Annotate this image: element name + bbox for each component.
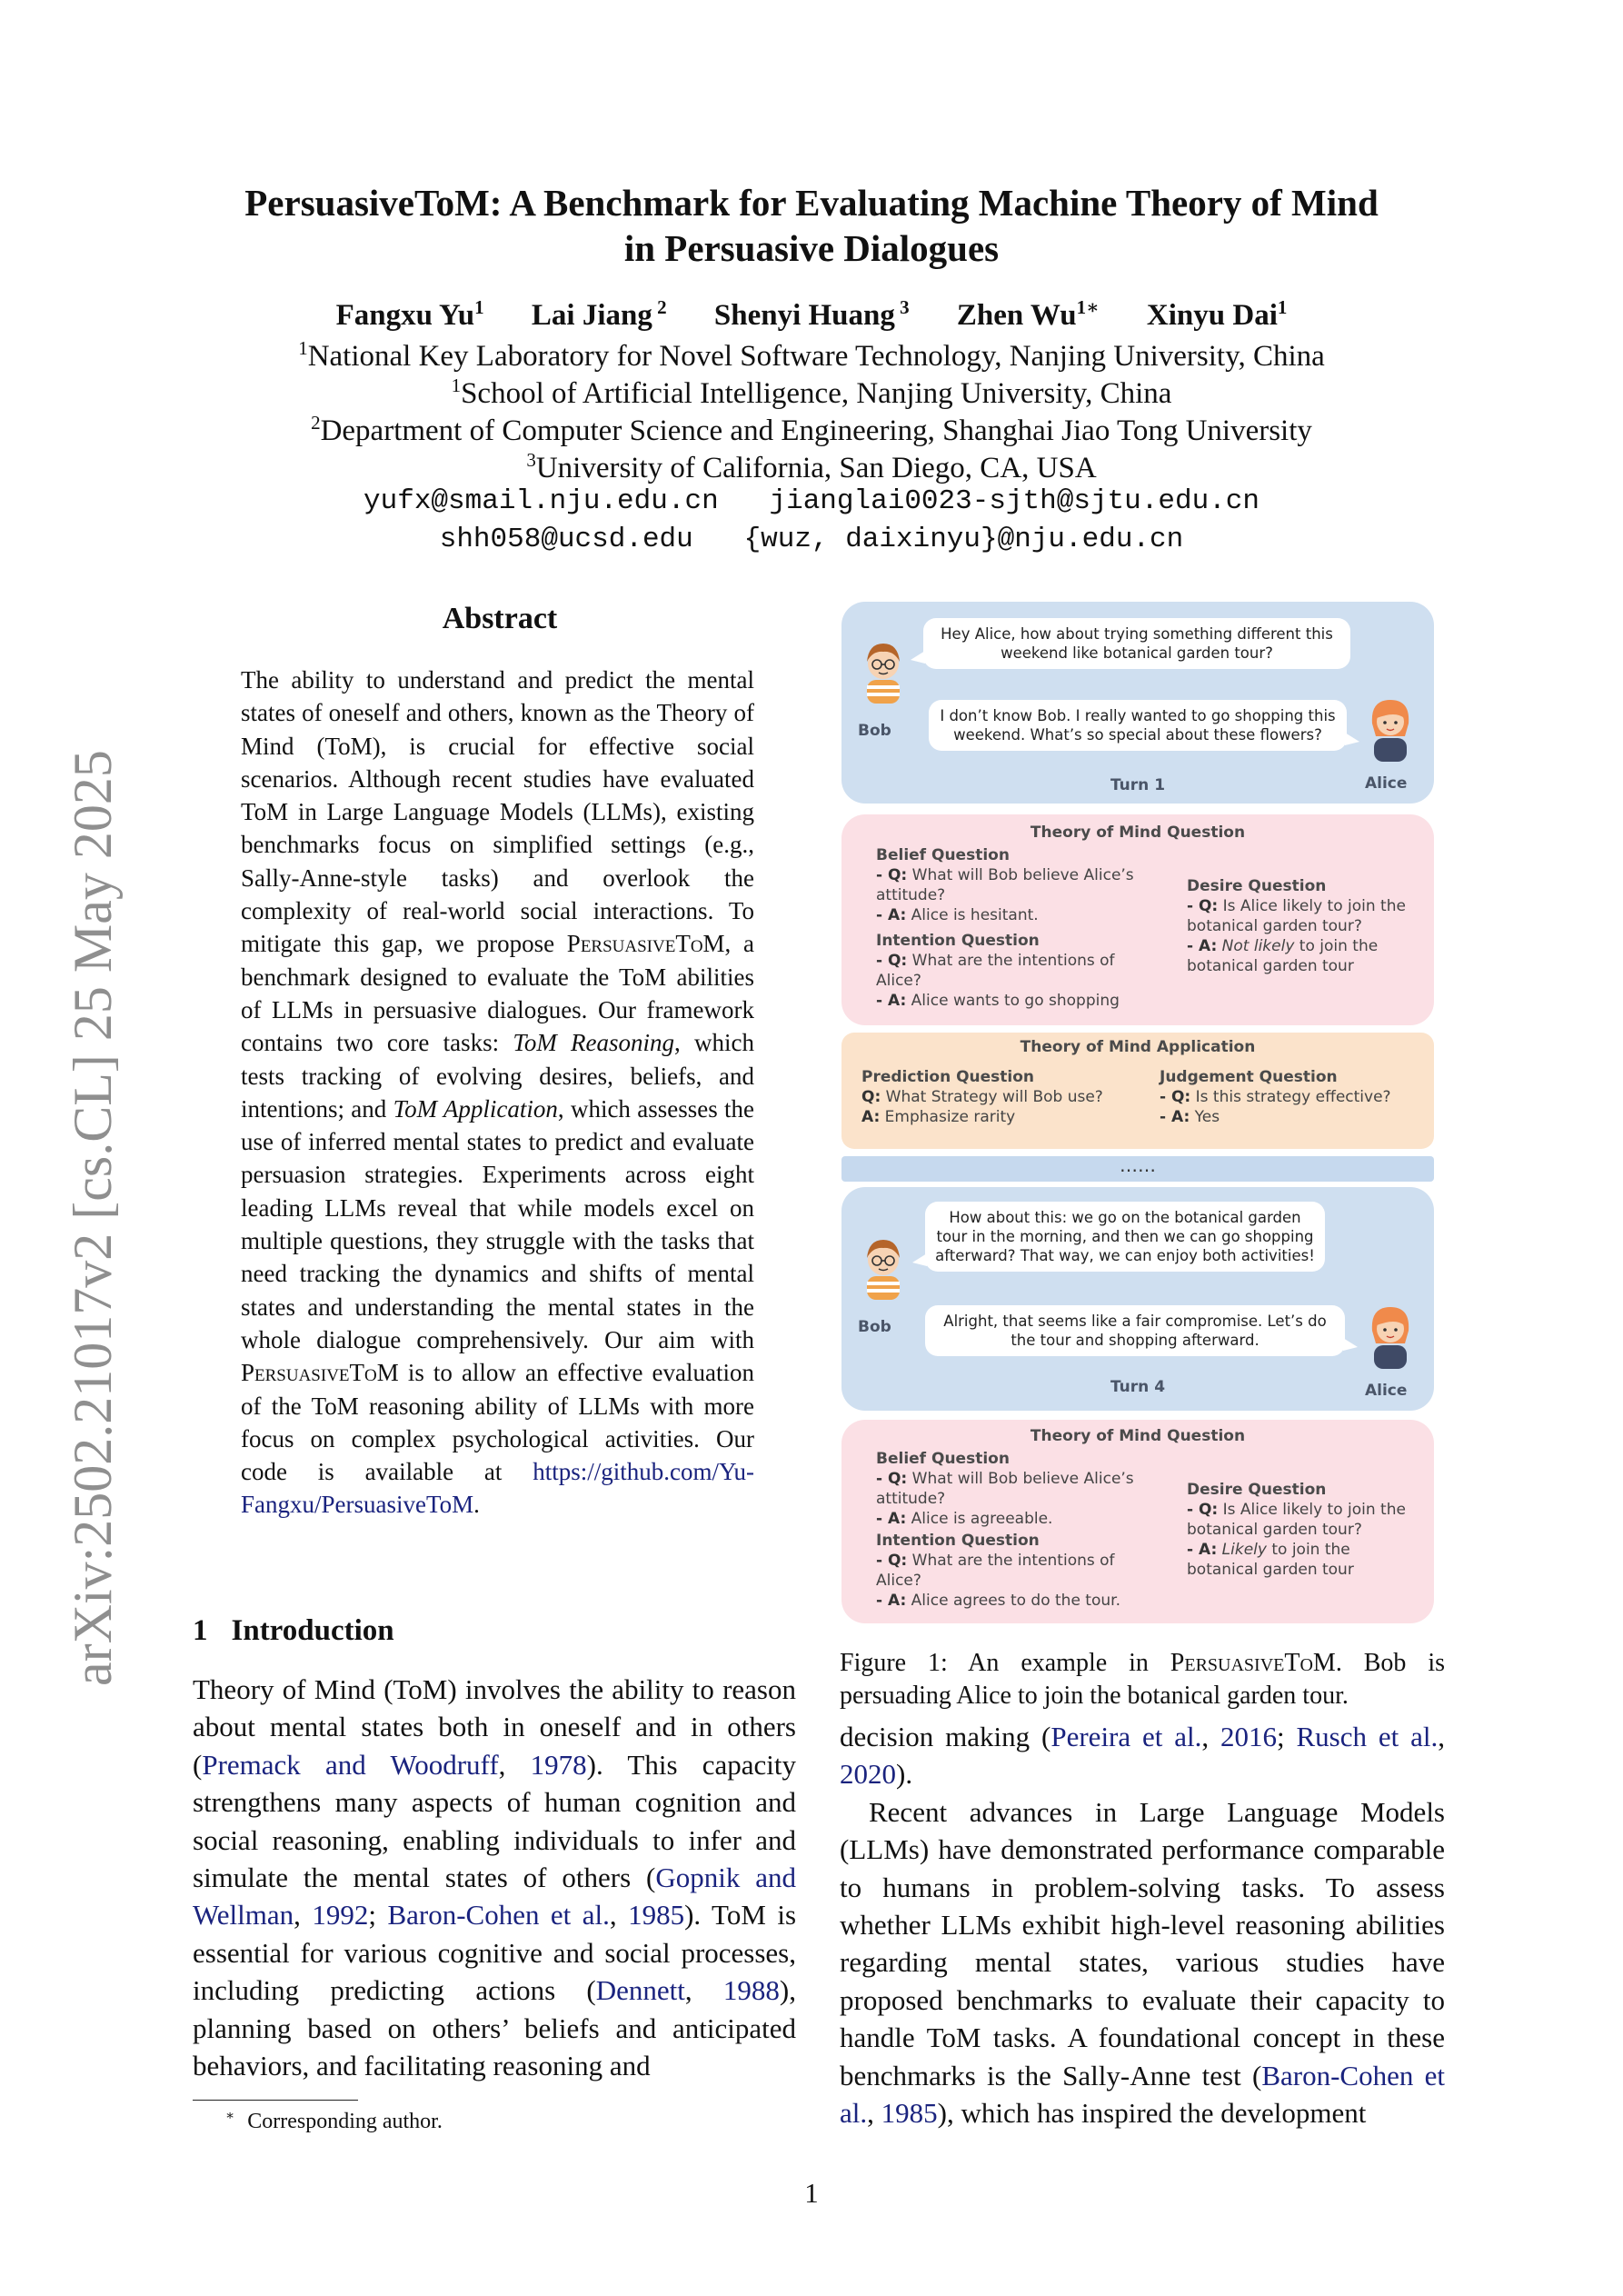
paragraph: Recent advances in Large Language Models (LLMs) have demonstrated performance comparable to humans in problem-solving tasks. To assess whether LLMs exhibit high-level reasoning abilities regarding mental states, various studies have proposed benchmarks to evaluate their capacity to handle ToM tasks. A foundational concept in these benchmarks is the Sally-Anne test (Baron-Cohen et al., 1985), which has inspired the development — [840, 1795, 1446, 2130]
figure-1 — [841, 602, 1434, 1623]
speaker-label-bob: Bob — [858, 722, 891, 740]
abstract-body: The ability to understand and predict the mental states of oneself and others, known as the Theory of Mind (ToM), is crucial for effective social scenarios. Although recent studies have evaluated ToM in Large Language Models (LLMs), existing benchmarks focus on simplified settings (e.g., Sally-Anne-style tasks) and overlook the complexity of real-world social interactions. To mitigate this gap, we propose PersuasiveToM, a benchmark designed to evaluate the ToM abilities of LLMs in persuasive dialogues. Our framework contains two core tasks: ToM Reasoning, which tests tracking of evolving desires, beliefs, and intentions; and ToM Application, which assesses the use of inferred mental states to predict and evaluate persuasion strategies. Experiments across eight leading LLMs reveal that while models excel on multiple questions, they struggle with the tasks that need tracking the dynamics and shifts of mental states and understanding the mental states in the whole dialogue comprehensively. Our aim with PersuasiveToM is to allow an effective evaluation of the ToM reasoning ability of LLMs with more focus on complex psychological activities. Our code is available at https://github.com/Yu-Fangxu/PersuasiveToM. — [241, 666, 755, 1519]
footnote-divider — [193, 2100, 358, 2101]
panel-title: Theory of Mind Question — [1030, 1427, 1246, 1445]
author: Shenyi Huang $^3$ — [713, 296, 910, 332]
affiliation: $^2$Department of Computer Science and Engineering, Shanghai Jiao Tong University — [311, 412, 1312, 447]
citation-link[interactable]: Premack and Woodruff — [202, 1748, 499, 1781]
desire-question: Desire Question - Q: Is Alice likely to join the botanical garden tour? - A: Not likely to join the botanical garden tour — [1187, 877, 1406, 975]
citation-link[interactable]: 1985 — [881, 2097, 938, 2130]
affiliation: $^1$School of Artificial Intelligence, Nanjing University, China — [451, 374, 1172, 410]
alice-speech-bubble: I don’t know Bob. I really wanted to go shopping this weekend. What’s so special about these flowers? — [929, 700, 1347, 751]
author: Lai Jiang $^2$ — [531, 296, 667, 332]
belief-question: Belief Question - Q: What will Bob believe Alice’s attitude? - A: Alice is hesitant. — [876, 846, 1134, 924]
author: Xinyu Dai$^1$ — [1146, 296, 1288, 332]
tom-question-panel-turn-4 — [841, 1420, 1434, 1623]
prediction-question: Prediction Question Q: What Strategy will Bob use? A: Emphasize rarity — [861, 1068, 1103, 1126]
citation-link[interactable]: 1988 — [722, 1974, 780, 2007]
paper-title — [164, 180, 1459, 271]
intention-question: Intention Question - Q: What are the intentions of Alice? - A: Alice agrees to do the tour. — [876, 1532, 1120, 1610]
tom-question-panel-turn-1 — [841, 814, 1434, 1025]
speaker-label-alice: Alice — [1365, 1382, 1408, 1400]
alice-avatar-icon — [1361, 693, 1419, 762]
citation-link[interactable]: Baron-Cohen et al. — [840, 2059, 1446, 2130]
citation-link[interactable]: Rusch et al. — [1296, 1721, 1439, 1752]
title-line-1: PersuasiveToM: A Benchmark for Evaluating Machine Theory of Mind — [244, 182, 1379, 224]
intention-question: Intention Question - Q: What are the intentions of Alice? - A: Alice wants to go shopping — [876, 932, 1120, 1010]
intro-paragraph: Theory of Mind (ToM) involves the ability to reason about mental states both in oneself and in others (Premack and Woodruff, 1978). This capacity strengthens many aspects of human cognition and social reasoning, enabling individuals to infer and simulate the mental states of others (Gopnik and Wellman, 1992; Baron-Cohen et al., 1985). ToM is essential for various cognitive and social processes, including predicting actions (Dennett, 1988), planning based on others’ beliefs and anticipated behaviors, and facilitating reasoning and — [193, 1673, 797, 2082]
email-line: yufx@smail.nju.edu.cn jianglai0023-sjth@sjtu.edu.cn — [363, 485, 1260, 517]
affiliation: $^1$National Key Laboratory for Novel Software Technology, Nanjing University, China — [298, 337, 1325, 373]
turn-label: Turn 4 — [1110, 1378, 1166, 1396]
footnote: ∗ Corresponding author. — [225, 2109, 443, 2133]
citation-link[interactable]: Gopnik and Wellman — [193, 1862, 797, 1932]
desire-question: Desire Question - Q: Is Alice likely to join the botanical garden tour? - A: Likely to join the botanical garden tour — [1187, 1481, 1406, 1579]
panel-title: Theory of Mind Question — [1030, 824, 1246, 842]
section-heading: 1 Introduction — [193, 1614, 394, 1647]
figure-caption: Figure 1: An example in PersuasiveToM. Bob is persuading Alice to join the botanical garden tour. — [840, 1649, 1445, 1710]
author: Zhen $Wu^{1∗}$ — [956, 296, 1100, 332]
paragraph: decision making (Pereira et al., 2016; Rusch et al., 2020). — [840, 1721, 1445, 1791]
citation-link[interactable]: Pereira et al. — [1050, 1721, 1202, 1752]
citation-link[interactable]: Baron-Cohen et al. — [387, 1899, 610, 1932]
author: Fangxu Yu$^1$ — [335, 296, 484, 332]
belief-question: Belief Question - Q: What will Bob believe Alice’s attitude? - A: Alice is agreeable. — [876, 1450, 1134, 1528]
panel-title: Theory of Mind Application — [1020, 1038, 1256, 1056]
abstract-heading: Abstract — [442, 602, 558, 635]
citation-link[interactable]: 1978 — [530, 1748, 587, 1781]
bob-speech-bubble: Hey Alice, how about trying something different this weekend like botanical garden tour? — [923, 618, 1350, 669]
code-link[interactable]: https://github.com/Yu-Fangxu/PersuasiveToM — [241, 1458, 754, 1519]
citation-link[interactable]: Dennett — [595, 1974, 685, 2007]
bob-avatar-icon — [854, 636, 912, 705]
bob-avatar-icon — [854, 1233, 912, 1302]
judgement-question: Judgement Question - Q: Is this strategy effective? - A: Yes — [1160, 1068, 1391, 1126]
tom-application-panel — [841, 1033, 1434, 1149]
page-number: 1 — [804, 2177, 819, 2209]
speaker-label-bob: Bob — [858, 1318, 891, 1336]
arxiv-side-stamp: arXiv:2502.21017v2 [cs.CL] 25 May 2025 — [63, 750, 123, 1686]
bob-speech-bubble: How about this: we go on the botanical garden tour in the morning, and then we can go shopping afterward? That way, we can enjoy both activities! — [925, 1202, 1325, 1272]
affiliation: $^3$University of California, San Diego, CA, USA — [526, 449, 1097, 484]
dialogue-panel-turn-1 — [841, 602, 1434, 804]
right-column-text — [840, 1718, 1445, 2131]
alice-avatar-icon — [1361, 1300, 1419, 1369]
turn-label: Turn 1 — [1110, 776, 1166, 794]
email-line: shh058@ucsd.edu {wuz, daixinyu}@nju.edu.cn — [439, 524, 1184, 555]
ellipsis-separator: …… — [841, 1156, 1434, 1182]
citation-link[interactable]: 2020 — [840, 1758, 896, 1791]
dialogue-panel-turn-4 — [841, 1187, 1434, 1411]
title-line-2: in Persuasive Dialogues — [623, 227, 1000, 269]
citation-link[interactable]: 2016 — [1220, 1721, 1277, 1752]
citation-link[interactable]: 1992 — [312, 1899, 369, 1932]
citation-link[interactable]: 1985 — [628, 1899, 685, 1932]
speaker-label-alice: Alice — [1365, 774, 1408, 793]
alice-speech-bubble: Alright, that seems like a fair compromise. Let’s do the tour and shopping afterward. — [925, 1305, 1345, 1356]
